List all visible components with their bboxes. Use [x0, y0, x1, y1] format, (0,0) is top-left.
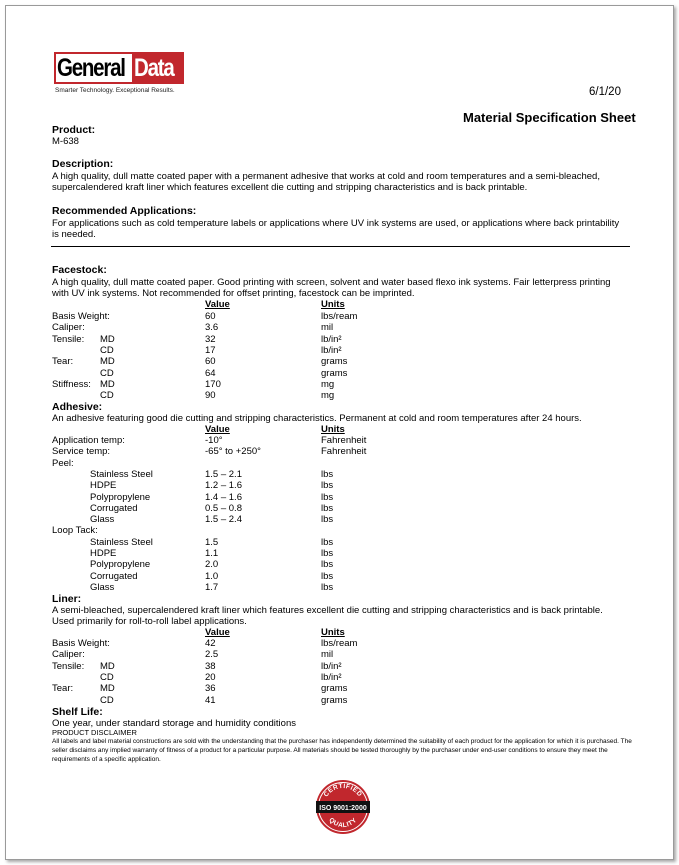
liner-row-value: 36	[205, 683, 216, 695]
facestock-value-header: Value	[205, 299, 230, 310]
document-date: 6/1/20	[589, 86, 621, 98]
liner-row-value: 2.5	[205, 649, 219, 661]
facestock-row-sub: CD	[100, 344, 114, 356]
applications-line-1: For applications such as cold temperature labels or applications where UV ink systems are used, or applications where back printability	[52, 218, 620, 229]
liner-row-label: Tensile:	[52, 660, 85, 672]
peel-row-label: Polypropylene	[90, 491, 151, 503]
adhesive-temp-value: -10°	[205, 435, 223, 446]
loop-row-label: Stainless Steel	[90, 536, 153, 548]
facestock-row-label: Caliper:	[52, 322, 85, 334]
logo-tagline: Smarter Technology. Exceptional Results.	[55, 87, 175, 94]
facestock-row-units: mil	[321, 322, 334, 334]
peel-row-units: lbs	[321, 491, 334, 503]
facestock-row-units: grams	[321, 356, 348, 368]
liner-row-value: 42	[205, 638, 216, 649]
liner-row-label: Basis Weight:	[52, 638, 110, 649]
facestock-row-units: lb/in²	[321, 333, 342, 345]
peel-row-units: lbs	[321, 468, 334, 480]
loop-row-label: HDPE	[90, 548, 117, 559]
facestock-row-units: lbs/ream	[321, 311, 358, 322]
seal-middle-text: ISO 9001:2000	[319, 805, 367, 812]
liner-row-sub: MD	[100, 660, 115, 672]
disclaimer-heading: PRODUCT DISCLAIMER	[52, 728, 137, 737]
facestock-row-units: grams	[321, 367, 348, 379]
loop-row-units: lbs	[321, 581, 334, 593]
liner-line-2: Used primarily for roll-to-roll label applications.	[52, 616, 247, 627]
facestock-row-value: 32	[205, 333, 216, 345]
peel-row-value: 1.4 – 1.6	[205, 491, 242, 503]
general-data-logo	[54, 52, 184, 84]
liner-row-units: mil	[321, 649, 334, 661]
peel-row-units: lbs	[321, 514, 334, 526]
liner-row-value: 20	[205, 671, 216, 683]
logo-general-text: General	[57, 54, 125, 82]
facestock-row-value: 17	[205, 344, 216, 356]
adhesive-temp-units: Fahrenheit	[321, 435, 367, 446]
liner-line-1: A semi-bleached, supercalendered kraft liner which features excellent die cutting and stripping characteristics and is back printable.	[52, 605, 603, 616]
liner-row-label: Tear:	[52, 683, 74, 695]
liner-row-units: lbs/ream	[321, 638, 358, 649]
liner-row-value: 41	[205, 694, 216, 706]
peel-row-label: Corrugated	[90, 502, 138, 514]
peel-row-label: HDPE	[90, 480, 117, 492]
liner-row-sub: CD	[100, 671, 114, 683]
liner-units-header: Units	[321, 627, 345, 638]
facestock-line-2: with UV ink systems. Not recommended for offset printing, facestock can be imprinted.	[52, 288, 415, 299]
facestock-row-value: 64	[205, 367, 216, 379]
facestock-row-units: mg	[321, 390, 335, 402]
adhesive-units-header: Units	[321, 424, 345, 435]
facestock-row-label: Tear:	[52, 356, 74, 368]
document-title: Material Specification Sheet	[463, 110, 636, 125]
facestock-row-units: mg	[321, 378, 335, 390]
shelf-life-text: One year, under standard storage and humidity conditions	[52, 718, 296, 729]
section-divider	[51, 246, 630, 247]
liner-heading: Liner:	[52, 593, 82, 605]
disclaimer-text: All labels and label material constructions are sold with the understanding that the purchaser has independently determined the suitability of each product for the application for which it is purchased. The seller disclaims any implied warranty of fitness of a product for a particular purpose. All materials should be tested thoroughly by the purchaser under end-user conditions to ensure they meet the requirements of a specific application.	[52, 738, 632, 763]
peel-row-value: 1.5 – 2.1	[205, 468, 242, 480]
facestock-row-label: Tensile:	[52, 333, 85, 345]
peel-row-label: Stainless Steel	[90, 468, 153, 480]
loop-row-units: lbs	[321, 548, 334, 559]
facestock-units-header: Units	[321, 299, 345, 310]
facestock-row-value: 60	[205, 356, 216, 368]
applications-line-2: is needed.	[52, 229, 96, 240]
adhesive-heading: Adhesive:	[52, 401, 103, 413]
applications-heading: Recommended Applications:	[52, 205, 197, 217]
product-value: M-638	[52, 136, 79, 147]
facestock-row-value: 3.6	[205, 322, 219, 334]
peel-row-units: lbs	[321, 502, 334, 514]
shelf-life-heading: Shelf Life:	[52, 706, 103, 718]
adhesive-line-1: An adhesive featuring good die cutting and stripping characteristics. Permanent at cold and room temperatures after 24 hours.	[52, 413, 582, 424]
liner-row-units: lb/in²	[321, 671, 342, 683]
liner-row-units: lb/in²	[321, 660, 342, 672]
liner-row-sub: CD	[100, 694, 114, 706]
seal-top-text: CERTIFIED	[322, 782, 364, 799]
adhesive-temp-label: Service temp:	[52, 446, 111, 458]
description-line-2: supercalendered kraft liner which features excellent die cutting and stripping characteristics and is back printable.	[52, 182, 528, 193]
facestock-line-1: A high quality, dull matte coated paper. Good printing with screen, solvent and water based flexo ink systems. Fair letterpress printing	[52, 277, 611, 288]
facestock-heading: Facestock:	[52, 264, 107, 276]
facestock-row-units: lb/in²	[321, 344, 342, 356]
loop-row-units: lbs	[321, 536, 334, 548]
description-heading: Description:	[52, 158, 114, 170]
loop-tack-label: Loop Tack:	[52, 525, 98, 537]
liner-value-header: Value	[205, 627, 230, 638]
adhesive-temp-value: -65° to +250°	[205, 446, 261, 458]
facestock-row-label: Stiffness:	[52, 378, 91, 390]
spec-sheet-page	[5, 5, 674, 860]
loop-row-value: 2.0	[205, 559, 219, 571]
loop-row-value: 1.0	[205, 570, 219, 582]
loop-row-label: Glass	[90, 581, 115, 593]
loop-row-label: Polypropylene	[90, 559, 151, 571]
peel-row-label: Glass	[90, 514, 115, 526]
loop-row-value: 1.5	[205, 536, 219, 548]
liner-row-units: grams	[321, 683, 348, 695]
seal-bottom-text: QUALITY	[327, 816, 359, 830]
liner-row-sub: MD	[100, 683, 115, 695]
facestock-row-sub: CD	[100, 390, 114, 402]
peel-row-value: 1.2 – 1.6	[205, 480, 242, 492]
peel-row-units: lbs	[321, 480, 334, 492]
facestock-row-value: 60	[205, 311, 216, 322]
iso-certified-seal	[315, 779, 371, 840]
loop-row-value: 1.1	[205, 548, 219, 559]
facestock-row-sub: MD	[100, 333, 115, 345]
facestock-row-value: 170	[205, 378, 221, 390]
product-heading: Product:	[52, 124, 96, 136]
description-line-1: A high quality, dull matte coated paper with a permanent adhesive that works at cold and room temperatures and a semi-bleached,	[52, 171, 600, 182]
adhesive-temp-units: Fahrenheit	[321, 446, 367, 458]
facestock-row-label: Basis Weight:	[52, 311, 110, 322]
peel-label: Peel:	[52, 457, 74, 469]
liner-row-label: Caliper:	[52, 649, 85, 661]
logo-data-text: Data	[134, 54, 174, 82]
loop-row-value: 1.7	[205, 581, 219, 593]
liner-row-value: 38	[205, 660, 216, 672]
peel-row-value: 0.5 – 0.8	[205, 502, 242, 514]
facestock-row-sub: MD	[100, 378, 115, 390]
loop-row-label: Corrugated	[90, 570, 138, 582]
loop-row-units: lbs	[321, 570, 334, 582]
adhesive-temp-label: Application temp:	[52, 435, 125, 446]
loop-row-units: lbs	[321, 559, 334, 571]
facestock-row-sub: CD	[100, 367, 114, 379]
facestock-row-sub: MD	[100, 356, 115, 368]
peel-row-value: 1.5 – 2.4	[205, 514, 242, 526]
adhesive-value-header: Value	[205, 424, 230, 435]
facestock-row-value: 90	[205, 390, 216, 402]
liner-row-units: grams	[321, 694, 348, 706]
